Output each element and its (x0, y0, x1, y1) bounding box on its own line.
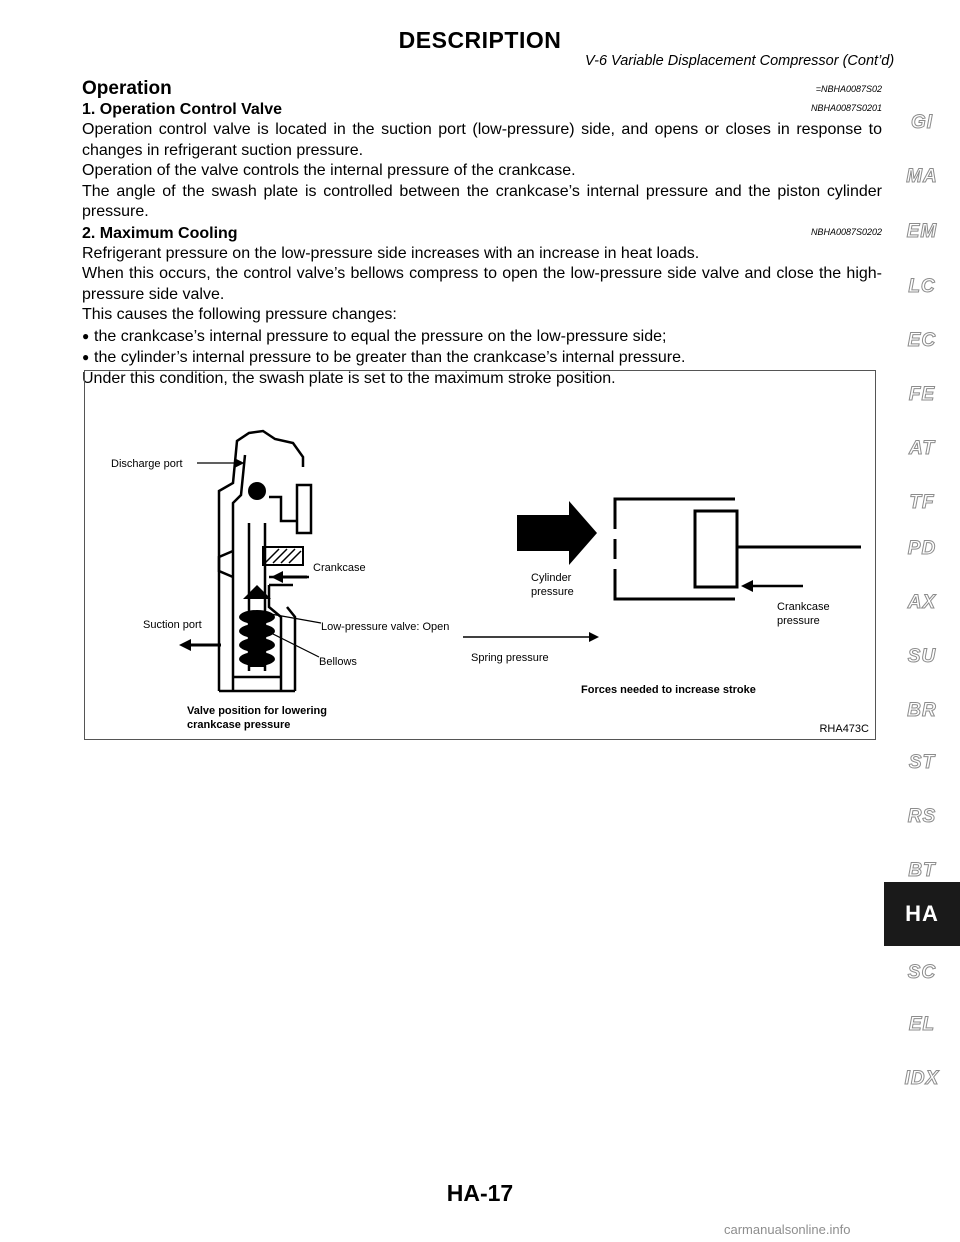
paragraph: Under this condition, the swash plate is set to the maximum stroke position. (82, 369, 616, 387)
low-pressure-valve-label: Low-pressure valve: Open (321, 621, 450, 633)
tab-ec[interactable]: EC (907, 330, 937, 351)
subsection-heading-text: 1. Operation Control Valve (82, 101, 283, 118)
section-heading (82, 78, 882, 100)
valve-caption-line2: crankcase pressure (187, 719, 291, 731)
subsection-code: NBHA0087S0201 (810, 103, 882, 113)
tab-lc[interactable]: LC (908, 276, 936, 297)
tab-su[interactable]: SU (907, 646, 937, 667)
cylinder-pressure-label-2: pressure (531, 586, 574, 598)
page-header (0, 26, 960, 69)
tab-tf[interactable]: TF (909, 492, 935, 513)
tab-bt[interactable]: BT (908, 860, 936, 881)
valve-diagram-figure (84, 370, 876, 740)
cylinder-pressure-label-1: Cylinder (531, 572, 572, 584)
cylinder-pressure-arrow (517, 501, 597, 565)
tab-st[interactable]: ST (908, 752, 936, 773)
page-title: DESCRIPTION (398, 27, 562, 53)
crankcase-arrow (271, 571, 307, 583)
low-pressure-valve-cone (243, 585, 271, 599)
spring-pressure-label: Spring pressure (471, 652, 549, 664)
crankcase-pressure-label-1: Crankcase (777, 601, 830, 613)
crankcase-pressure-arrow (741, 580, 803, 592)
tab-at[interactable]: AT (909, 438, 935, 459)
bellows-shape (239, 610, 275, 667)
discharge-port-label: Discharge port (111, 458, 183, 470)
cylinder-outline (615, 499, 735, 599)
paragraph: When this occurs, the control valve’s bellows compress to open the low-pressure side valve and close the high-pressure side valve. (82, 265, 882, 303)
bullet-text: the crankcase’s internal pressure to equal the pressure on the low-pressure side; (94, 327, 667, 345)
section-heading-text: Operation (82, 78, 172, 99)
paragraph: Refrigerant pressure on the low-pressure side increases with an increase in heat loads. (82, 244, 700, 262)
page-subtitle: V-6 Variable Displacement Compressor (Cont’d) (585, 53, 895, 69)
figure-code: RHA473C (819, 723, 869, 735)
tab-fe[interactable]: FE (908, 384, 936, 405)
bullet-icon: ● (82, 350, 90, 364)
paragraph: This causes the following pressure changes: (82, 306, 397, 323)
hatch-lines (265, 549, 301, 563)
paragraph: Operation of the valve controls the internal pressure of the crankcase. (82, 162, 576, 179)
crankcase-pressure-label-2: pressure (777, 615, 820, 627)
page-number: HA-17 (446, 1180, 514, 1206)
suction-port-label: Suction port (143, 619, 202, 631)
paragraph: The angle of the swash plate is controlled between the crankcase’s internal pressure and the piston cylinder pressure. (82, 182, 882, 220)
tab-em[interactable]: EM (906, 221, 938, 242)
subsection-heading-text: 2. Maximum Cooling (82, 224, 238, 242)
tab-ma[interactable]: MA (906, 166, 938, 187)
tab-ax[interactable]: AX (907, 592, 937, 613)
section-code: =NBHA0087S02 (815, 84, 882, 94)
bullet-item (82, 347, 882, 369)
paragraph: Operation control valve is located in the suction port (low-pressure) side, and opens or closes in response to changes in refrigerant suction pressure. (82, 121, 882, 159)
bullet-item (82, 326, 882, 348)
subsection-code: NBHA0087S0202 (810, 226, 882, 237)
bellows-label: Bellows (319, 656, 357, 668)
valve-caption-line1: Valve position for lowering (187, 705, 327, 717)
tab-gi[interactable]: GI (910, 112, 934, 133)
forces-caption: Forces needed to increase stroke (581, 684, 756, 696)
piston (695, 511, 737, 587)
valve-diagram (85, 371, 877, 741)
tab-idx[interactable]: IDX (904, 1068, 940, 1089)
tab-pd[interactable]: PD (907, 538, 937, 559)
subsection-heading (82, 100, 882, 120)
tab-ha-active[interactable]: HA (884, 882, 960, 946)
suction-port-arrow (179, 639, 221, 651)
subsection-heading (82, 224, 882, 244)
spring-pressure-arrow (463, 632, 599, 642)
watermark: carmanualsonline.info (724, 1222, 851, 1237)
tab-sc[interactable]: SC (907, 962, 937, 983)
main-content (82, 78, 882, 389)
tab-br[interactable]: BR (907, 700, 937, 721)
tab-el[interactable]: EL (908, 1014, 936, 1035)
tab-rs[interactable]: RS (907, 806, 937, 827)
bullet-icon: ● (82, 328, 90, 343)
valve-ball (248, 482, 266, 500)
bullet-text: the cylinder’s internal pressure to be greater than the crankcase’s internal pressure. (94, 349, 686, 366)
crankcase-label: Crankcase (313, 562, 366, 574)
